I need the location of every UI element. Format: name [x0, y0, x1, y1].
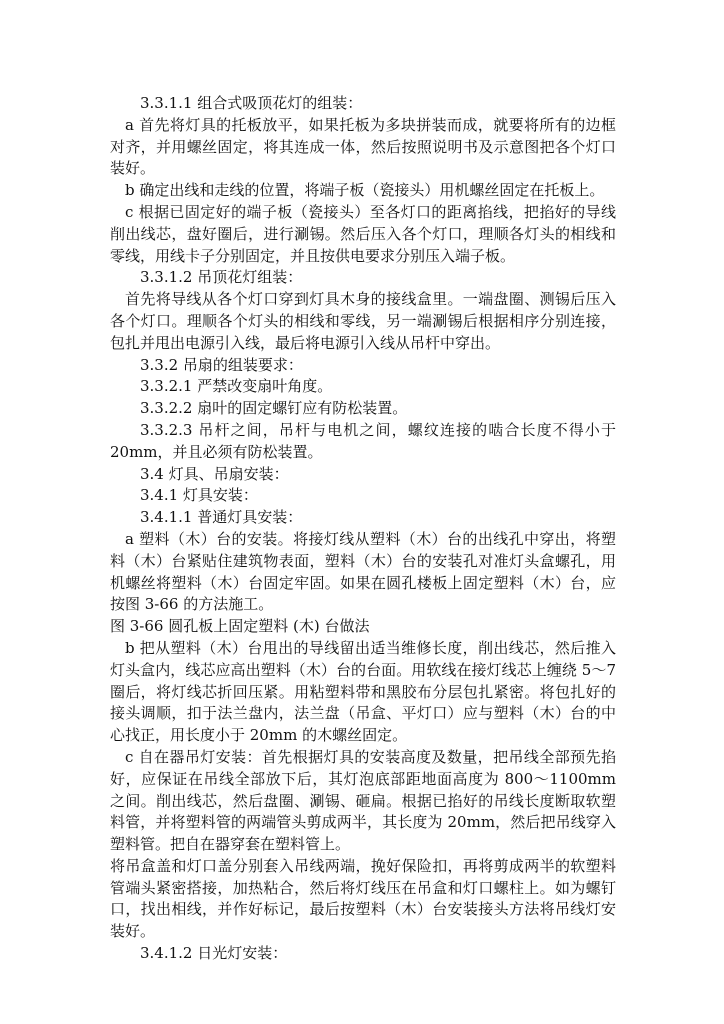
paragraph-mount-b: b 把从塑料（木）台甩出的导线留出适当维修长度，削出线芯，然后推入灯头盒内，线芯应高出塑料（木）台的台面。用软线在接灯线芯上缠绕 5～7 圈后，将灯线芯折回压紧。用粘塑料带和黑胶布分层包扎紧密。将包扎好的接头调顺，扣于法兰盘内，法兰盘（吊盒、平灯口）应与塑料（木）台的中心找正，用长度小于 20mm 的木螺丝固定。	[110, 638, 616, 745]
heading-3-3-2-3: 3.3.2.3 吊杆之间，吊杆与电机之间，螺纹连接的啮合长度不得小于 20mm，并且必须有防松装置。	[110, 420, 616, 461]
paragraph-item-c: c 根据已固定好的端子板（瓷接头）至各灯口的距离掐线，把掐好的导线削出线芯，盘好圈后，进行涮锡。然后压入各个灯口，理顺各灯头的相线和零线，用线卡子分别固定，并且按供电要求分别压入端子板。	[110, 202, 616, 265]
heading-3-3-2-1: 3.3.2.1 严禁改变扇叶角度。	[140, 377, 333, 396]
figure-caption: 图 3-66 圆孔板上固定塑料 (木) 台做法	[110, 617, 370, 636]
paragraph-item-b: b 确定出线和走线的位置，将端子板（瓷接头）用机螺丝固定在托板上。	[125, 181, 605, 200]
heading-3-4: 3.4 灯具、吊扇安装：	[140, 464, 289, 483]
heading-3-3-1-2: 3.3.1.2 吊顶花灯组装：	[140, 268, 303, 287]
paragraph-ceiling-lamp: 首先将导线从各个灯口穿到灯具木身的接线盒里。一端盘圈、测锡后压入各个灯口。理顺各个灯头的相线和零线，另一端涮锡后根据相序分别连接，包扎并甩出电源引入线，最后将电源引入线从吊杆中穿出。	[110, 290, 616, 352]
heading-3-3-1-1: 3.3.1.1 组合式吸顶花灯的组装：	[140, 94, 363, 112]
heading-3-4-1: 3.4.1 灯具安装：	[140, 486, 258, 505]
heading-3-4-1-1: 3.4.1.1 普通灯具安装：	[140, 508, 303, 527]
paragraph-mount-c: c 自在器吊灯安装：首先根据灯具的安装高度及数量，把吊线全部预先掐好，应保证在吊线全部放下后，其灯泡底部距地面高度为 800～1100mm 之间。削出线芯，然后盘圈、涮锡、砸扁。根据已掐好的吊线长度断取软塑料管，并将塑料管的两端管头剪成两半，其长度为 20mm，然后把吊线穿入塑料管。把自在器穿套在塑料管上。	[110, 747, 616, 854]
paragraph-item-a: a 首先将灯具的托板放平，如果托板为多块拼装而成，就要将所有的边框对齐，并用螺丝固定，将其连成一体，然后按照说明书及示意图把各个灯口装好。	[110, 115, 616, 178]
heading-3-3-2: 3.3.2 吊扇的组装要求：	[140, 355, 303, 374]
heading-3-4-1-2: 3.4.1.2 日光灯安装：	[140, 944, 288, 963]
paragraph-mount-c-continued: 将吊盒盖和灯口盖分别套入吊线两端，挽好保险扣，再将剪成两半的软塑料管端头紧密搭接，加热粘合，然后将灯线压在吊盒和灯口螺柱上。如为螺钉口，找出相线，并作好标记，最后按塑料（木）台安装接头方法将吊线灯安装好。	[110, 856, 616, 941]
paragraph-mount-a: a 塑料（木）台的安装。将接灯线从塑料（木）台的出线孔中穿出，将塑料（木）台紧贴住建筑物表面，塑料（木）台的安装孔对准灯头盒螺孔，用机螺丝将塑料（木）台固定牢固。如果在圆孔楼板上固定塑料（木）台，应按图 3-66 的方法施工。	[110, 529, 616, 614]
heading-3-3-2-2: 3.3.2.2 扇叶的固定螺钉应有防松装置。	[140, 399, 408, 418]
